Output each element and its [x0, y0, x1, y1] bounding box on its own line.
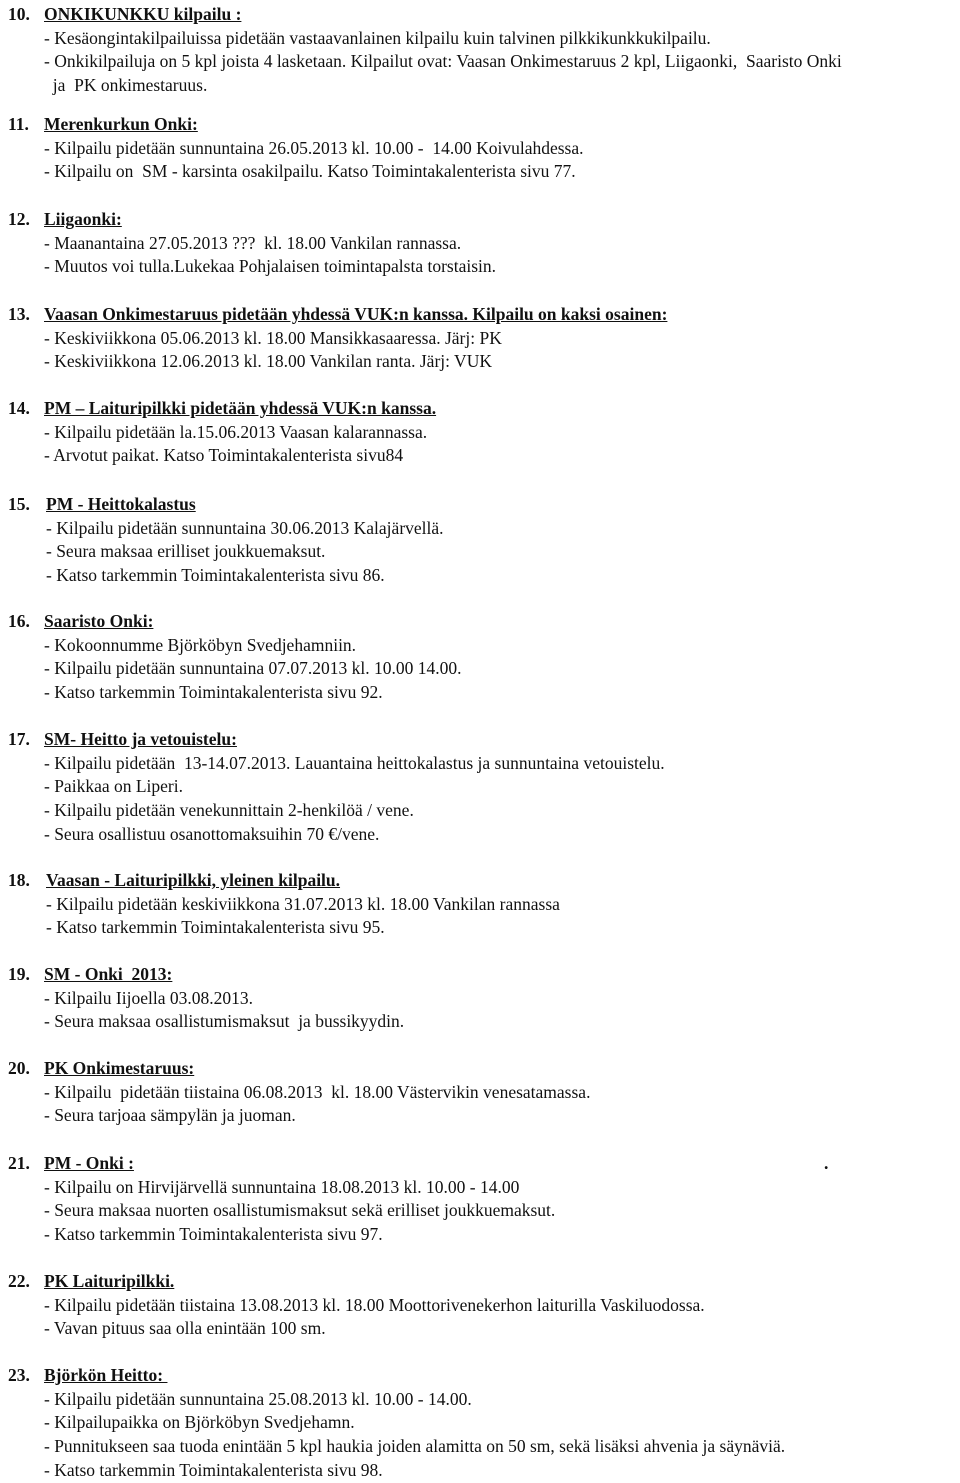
section-title: Vaasan - Laituripilkki, yleinen kilpailu.: [46, 870, 341, 890]
section-number: 17.: [8, 729, 30, 749]
section-title: PK Onkimestaruus:: [44, 1058, 195, 1078]
section-line: - Kilpailu on SM - karsinta osakilpailu. Katso Toimintakalenterista sivu 77.: [44, 161, 576, 182]
section-number: 21.: [8, 1153, 30, 1173]
section-line: - Vavan pituus saa olla enintään 100 sm.: [44, 1318, 326, 1339]
section-line: ja PK onkimestaruus.: [44, 75, 208, 96]
section-title: Björkön Heitto:: [44, 1365, 168, 1385]
section-title: SM - Onki 2013:: [44, 964, 173, 984]
section-title: Saaristo Onki:: [44, 611, 154, 631]
section-line: - Kilpailupaikka on Björköbyn Svedjehamn.: [44, 1412, 355, 1433]
section-line: - Katso tarkemmin Toimintakalenterista sivu 86.: [46, 565, 385, 586]
section-line: - Kilpailu pidetään sunnuntaina 25.08.2013 kl. 10.00 - 14.00.: [44, 1388, 472, 1409]
section-line: - Kilpailu pidetään tiistaina 06.08.2013 kl. 18.00 Västervikin venesatamassa.: [44, 1081, 591, 1102]
section-line: - Seura maksaa erilliset joukkuemaksut.: [46, 541, 326, 562]
section-number: 10.: [8, 4, 30, 24]
section-line: - Seura maksaa nuorten osallistumismaksut sekä erilliset joukkuemaksut.: [44, 1200, 556, 1221]
section-line: - Katso tarkemmin Toimintakalenterista sivu 92.: [44, 682, 383, 703]
section-line: - Muutos voi tulla.Lukekaa Pohjalaisen toimintapalsta torstaisin.: [44, 256, 497, 277]
section-line: - Seura tarjoaa sämpylän ja juoman.: [44, 1105, 296, 1126]
section-number: 15.: [8, 494, 30, 514]
section-line: - Kesäongintakilpailuissa pidetään vastaavanlainen kilpailu kuin talvinen pilkkikunkkukilpailu.: [44, 27, 711, 48]
section-line: - Kilpailu pidetään venekunnittain 2-henkilöä / vene.: [44, 800, 414, 821]
section-line: - Seura osallistuu osanottomaksuihin 70 €/vene.: [44, 823, 380, 844]
trailing-mark: .: [824, 1153, 829, 1173]
section-line: - Kilpailu pidetään 13-14.07.2013. Lauantaina heittokalastus ja sunnuntaina vetouistelu.: [44, 752, 665, 773]
section-title: PM – Laituripilkki pidetään yhdessä VUK:n kanssa.: [44, 398, 437, 418]
section-title: PM - Heittokalastus: [46, 494, 196, 514]
section-title: Liigaonki:: [44, 209, 122, 229]
section-number: 19.: [8, 964, 30, 984]
section-line: - Katso tarkemmin Toimintakalenterista sivu 97.: [44, 1224, 383, 1245]
section-title: ONKIKUNKKU kilpailu :: [44, 4, 242, 24]
section-number: 22.: [8, 1271, 30, 1291]
section-number: 18.: [8, 870, 30, 890]
section-line: - Arvotut paikat. Katso Toimintakalenterista sivu84: [44, 445, 404, 466]
section-number: 14.: [8, 398, 30, 418]
section-number: 16.: [8, 611, 30, 631]
section-line: - Kilpailu Iijoella 03.08.2013.: [44, 987, 253, 1008]
section-line: - Katso tarkemmin Toimintakalenterista sivu 98.: [44, 1459, 383, 1480]
section-line: - Onkikilpailuja on 5 kpl joista 4 lasketaan. Kilpailut ovat: Vaasan Onkimestaruus 2 kpl, Liigaonki, Saaristo Onki: [44, 51, 842, 72]
section-line: - Maanantaina 27.05.2013 ??? kl. 18.00 Vankilan rannassa.: [44, 232, 462, 253]
section-number: 12.: [8, 209, 30, 229]
section-line: - Kilpailu pidetään sunnuntaina 26.05.2013 kl. 10.00 - 14.00 Koivulahdessa.: [44, 137, 584, 158]
section-line: - Kilpailu pidetään sunnuntaina 07.07.2013 kl. 10.00 14.00.: [44, 658, 462, 679]
section-line: - Kilpailu pidetään tiistaina 13.08.2013 kl. 18.00 Moottorivenekerhon laiturilla Vaskiluodossa.: [44, 1294, 705, 1315]
section-title: PM - Onki :: [44, 1153, 134, 1173]
section-number: 11.: [8, 114, 29, 134]
section-title: Vaasan Onkimestaruus pidetään yhdessä VUK:n kanssa. Kilpailu on kaksi osainen:: [44, 304, 668, 324]
section-line: - Kilpailu pidetään keskiviikkona 31.07.2013 kl. 18.00 Vankilan rannassa: [46, 893, 560, 914]
section-title: Merenkurkun Onki:: [44, 114, 198, 134]
section-line: - Seura maksaa osallistumismaksut ja bussikyydin.: [44, 1011, 405, 1032]
section-line: - Katso tarkemmin Toimintakalenterista sivu 95.: [46, 917, 385, 938]
section-title: SM- Heitto ja vetouistelu:: [44, 729, 237, 749]
section-line: - Keskiviikkona 05.06.2013 kl. 18.00 Mansikkasaaressa. Järj: PK: [44, 327, 502, 348]
section-number: 13.: [8, 304, 30, 324]
section-line: - Keskiviikkona 12.06.2013 kl. 18.00 Vankilan ranta. Järj: VUK: [44, 351, 492, 372]
section-number: 23.: [8, 1365, 30, 1385]
section-line: - Kilpailu pidetään sunnuntaina 30.06.2013 Kalajärvellä.: [46, 517, 444, 538]
section-number: 20.: [8, 1058, 30, 1078]
section-line: - Kokoonnumme Björköbyn Svedjehamniin.: [44, 634, 357, 655]
section-line: - Kilpailu pidetään la.15.06.2013 Vaasan kalarannassa.: [44, 421, 428, 442]
section-line: - Punnitukseen saa tuoda enintään 5 kpl haukia joiden alamitta on 50 sm, sekä lisäksi ahvenia ja säynäviä.: [44, 1436, 786, 1457]
section-title: PK Laituripilkki.: [44, 1271, 175, 1291]
section-line: - Paikkaa on Liperi.: [44, 776, 183, 797]
section-line: - Kilpailu on Hirvijärvellä sunnuntaina 18.08.2013 kl. 10.00 - 14.00: [44, 1176, 520, 1197]
